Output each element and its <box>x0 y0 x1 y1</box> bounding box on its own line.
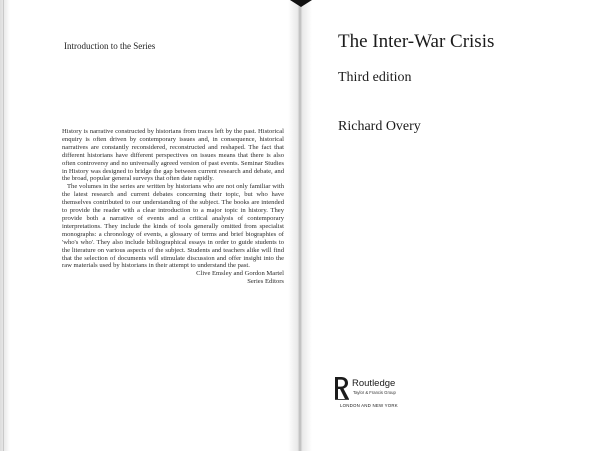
right-page <box>312 0 600 451</box>
intro-paragraph: History is narrative constructed by historians from traces left by the past. Historical enquiry is often driven by contemporary issues and, in consequence, historical narratives are constantly reconsidered, reconstructed and reshaped. The fact that different historians have different perspectives on issues means that there is also often controversy and no universally agreed version of past events. Seminar Studies in History was designed to bridge the gap between current research and debate, and the broad, popular general surveys that often date rapidly. <box>62 128 284 183</box>
gutter-notch <box>290 0 312 10</box>
signature-role: Series Editors <box>247 278 284 286</box>
page-edge-line <box>3 0 4 451</box>
series-introduction <box>62 128 284 286</box>
intro-paragraph: The volumes in the series are written by historians who are not only familiar with the latest research and current debates concerning their topic, but who have themselves contributed to our understanding of the subject. The books are intended to provide the reader with a clear introduction to a major topic in history. They provide both a narrative of events and a critical analysis of contemporary interpretations. They include the kinds of tools generally omitted from specialist monographs: a chronology of events, a glossary of terms and brief biographies of 'who's who'. They also include bibliographical essays in order to guide students to the literature on various aspects of the subject. Students and teachers alike will find that the selection of documents will stimulate discussion and offer insight into the raw materials used by historians in their attempt to understand the past. <box>62 183 284 270</box>
publisher-cities: LONDON AND NEW YORK <box>340 403 398 408</box>
routledge-r-logo-icon <box>334 376 350 400</box>
running-head: Introduction to the Series <box>64 41 156 51</box>
publisher-imprint <box>334 376 454 412</box>
left-page <box>18 0 290 451</box>
edition-label: Third edition <box>338 70 412 85</box>
book-title: The Inter-War Crisis <box>338 31 495 52</box>
book-gutter <box>288 0 312 451</box>
author-name: Richard Overy <box>338 119 421 134</box>
page-edge-shadow <box>0 0 10 451</box>
signature-names: Clive Emsley and Gordon Martel <box>196 270 284 278</box>
publisher-name: Routledge <box>352 378 396 389</box>
publisher-group: Taylor & Francis Group <box>353 390 396 395</box>
